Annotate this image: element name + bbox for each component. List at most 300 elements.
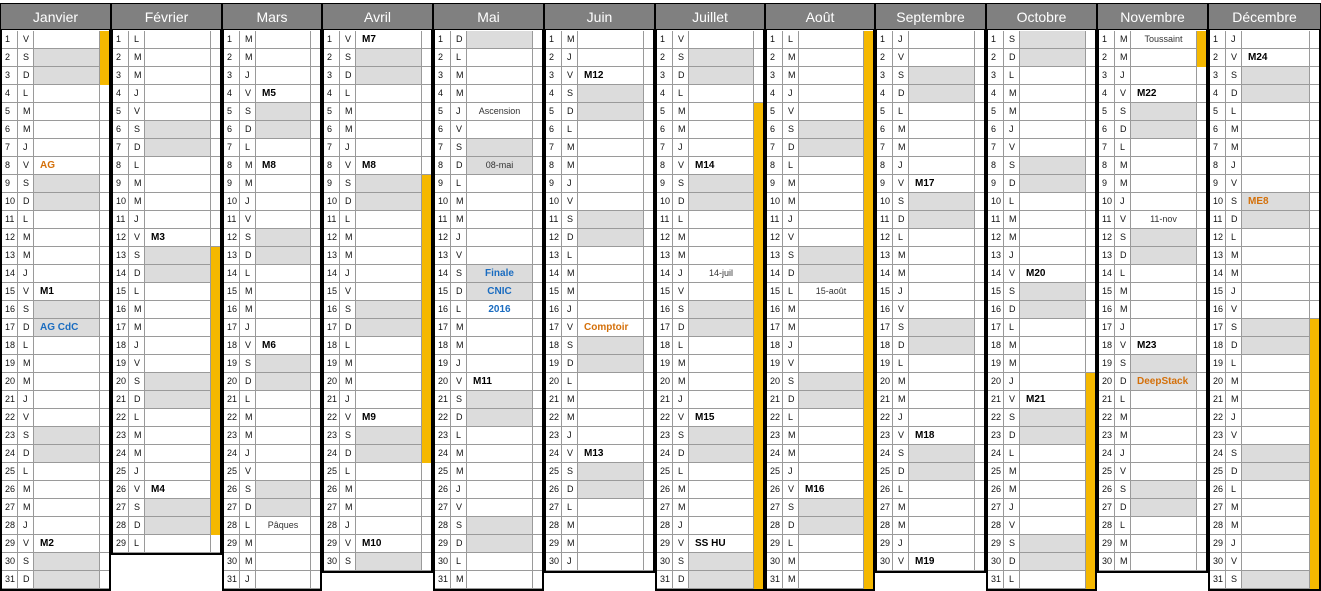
day-row[interactable] [544,373,654,391]
day-row[interactable] [111,247,221,265]
day-row[interactable] [111,535,221,553]
day-row[interactable] [875,103,985,121]
day-row[interactable] [875,463,985,481]
day-row[interactable] [544,427,654,445]
day-row[interactable] [433,391,543,409]
day-row[interactable] [1097,517,1207,535]
day-row[interactable] [0,553,110,571]
day-row[interactable] [111,319,221,337]
day-row[interactable] [0,103,110,121]
day-row[interactable] [875,211,985,229]
day-row[interactable] [0,211,110,229]
day-row[interactable] [765,103,874,121]
day-row[interactable] [111,283,221,301]
day-row[interactable] [1208,535,1320,553]
day-row[interactable] [1208,193,1320,211]
day-row[interactable] [111,463,221,481]
day-row[interactable] [111,427,221,445]
day-row[interactable] [765,85,874,103]
day-row[interactable] [875,247,985,265]
day-row[interactable] [875,391,985,409]
day-row[interactable] [222,103,321,121]
day-row[interactable] [1208,157,1320,175]
day-row[interactable] [655,355,764,373]
day-row[interactable] [222,463,321,481]
day-row[interactable] [875,121,985,139]
day-row[interactable] [222,229,321,247]
day-row[interactable] [111,373,221,391]
day-row[interactable] [433,337,543,355]
day-row[interactable] [0,139,110,157]
day-row[interactable] [1208,337,1320,355]
day-row[interactable] [875,283,985,301]
day-row[interactable] [0,193,110,211]
day-row[interactable] [875,553,985,571]
day-row[interactable] [1208,427,1320,445]
day-row[interactable] [765,247,874,265]
day-row[interactable] [111,121,221,139]
day-row[interactable] [322,301,432,319]
day-row[interactable] [1097,535,1207,553]
day-row[interactable] [111,49,221,67]
day-row[interactable] [1208,409,1320,427]
day-row[interactable] [0,247,110,265]
day-row[interactable] [322,49,432,67]
day-row[interactable] [322,67,432,85]
day-row[interactable] [0,391,110,409]
day-row[interactable] [1208,391,1320,409]
day-row[interactable] [322,535,432,553]
day-row[interactable] [544,157,654,175]
day-row[interactable] [0,49,110,67]
day-row[interactable] [544,319,654,337]
day-row[interactable] [222,139,321,157]
day-row[interactable] [1097,211,1207,229]
day-row[interactable] [1097,463,1207,481]
day-row[interactable] [1208,247,1320,265]
day-row[interactable] [875,193,985,211]
day-row[interactable] [1208,121,1320,139]
day-row[interactable] [222,67,321,85]
day-row[interactable] [1097,31,1207,49]
day-row[interactable] [986,517,1096,535]
day-row[interactable] [875,481,985,499]
day-row[interactable] [875,139,985,157]
day-row[interactable] [544,193,654,211]
day-row[interactable] [0,85,110,103]
day-row[interactable] [544,103,654,121]
day-row[interactable] [875,301,985,319]
day-row[interactable] [322,445,432,463]
day-row[interactable] [875,445,985,463]
day-row[interactable] [111,409,221,427]
day-row[interactable] [655,283,764,301]
day-row[interactable] [1097,553,1207,571]
day-row[interactable] [0,31,110,49]
day-row[interactable] [111,67,221,85]
day-row[interactable] [986,463,1096,481]
day-row[interactable] [765,157,874,175]
day-row[interactable] [1097,175,1207,193]
day-row[interactable] [0,283,110,301]
day-row[interactable] [1097,427,1207,445]
day-row[interactable] [655,67,764,85]
day-row[interactable] [222,265,321,283]
day-row[interactable] [765,265,874,283]
day-row[interactable] [433,247,543,265]
day-row[interactable] [322,355,432,373]
day-row[interactable] [1208,319,1320,337]
day-row[interactable] [765,139,874,157]
day-row[interactable] [986,373,1096,391]
day-row[interactable] [655,103,764,121]
day-row[interactable] [0,571,110,589]
day-row[interactable] [433,571,543,589]
day-row[interactable] [1208,175,1320,193]
day-row[interactable] [433,31,543,49]
day-row[interactable] [222,157,321,175]
day-row[interactable] [433,103,543,121]
day-row[interactable] [433,265,543,283]
day-row[interactable] [322,139,432,157]
day-row[interactable] [544,481,654,499]
day-row[interactable] [544,85,654,103]
day-row[interactable] [875,229,985,247]
day-row[interactable] [0,67,110,85]
day-row[interactable] [433,355,543,373]
day-row[interactable] [433,157,543,175]
day-row[interactable] [322,481,432,499]
day-row[interactable] [655,553,764,571]
day-row[interactable] [322,409,432,427]
day-row[interactable] [655,427,764,445]
day-row[interactable] [986,139,1096,157]
day-row[interactable] [322,463,432,481]
day-row[interactable] [765,535,874,553]
day-row[interactable] [765,301,874,319]
day-row[interactable] [1097,499,1207,517]
day-row[interactable] [765,319,874,337]
day-row[interactable] [544,535,654,553]
day-row[interactable] [765,373,874,391]
day-row[interactable] [655,571,764,589]
day-row[interactable] [875,355,985,373]
day-row[interactable] [1208,553,1320,571]
day-row[interactable] [111,265,221,283]
day-row[interactable] [1208,301,1320,319]
day-row[interactable] [875,535,985,553]
day-row[interactable] [765,283,874,301]
day-row[interactable] [1208,445,1320,463]
day-row[interactable] [433,121,543,139]
day-row[interactable] [986,283,1096,301]
day-row[interactable] [655,481,764,499]
day-row[interactable] [1097,157,1207,175]
day-row[interactable] [875,517,985,535]
day-row[interactable] [875,49,985,67]
day-row[interactable] [765,391,874,409]
day-row[interactable] [986,193,1096,211]
day-row[interactable] [111,139,221,157]
day-row[interactable] [544,463,654,481]
day-row[interactable] [1208,211,1320,229]
day-row[interactable] [1097,337,1207,355]
day-row[interactable] [986,535,1096,553]
day-row[interactable] [1097,67,1207,85]
day-row[interactable] [111,481,221,499]
day-row[interactable] [111,337,221,355]
day-row[interactable] [765,121,874,139]
day-row[interactable] [875,265,985,283]
day-row[interactable] [222,121,321,139]
day-row[interactable] [986,409,1096,427]
day-row[interactable] [433,409,543,427]
day-row[interactable] [1208,49,1320,67]
day-row[interactable] [544,355,654,373]
day-row[interactable] [111,211,221,229]
day-row[interactable] [765,481,874,499]
day-row[interactable] [322,85,432,103]
day-row[interactable] [111,175,221,193]
day-row[interactable] [322,211,432,229]
day-row[interactable] [322,391,432,409]
day-row[interactable] [655,121,764,139]
day-row[interactable] [322,193,432,211]
day-row[interactable] [433,481,543,499]
day-row[interactable] [544,247,654,265]
day-row[interactable] [1208,85,1320,103]
day-row[interactable] [433,463,543,481]
day-row[interactable] [1097,445,1207,463]
day-row[interactable] [986,355,1096,373]
day-row[interactable] [322,103,432,121]
day-row[interactable] [655,373,764,391]
day-row[interactable] [433,211,543,229]
day-row[interactable] [1097,283,1207,301]
day-row[interactable] [875,337,985,355]
day-row[interactable] [765,193,874,211]
day-row[interactable] [655,157,764,175]
day-row[interactable] [322,517,432,535]
day-row[interactable] [986,265,1096,283]
day-row[interactable] [1097,85,1207,103]
day-row[interactable] [655,517,764,535]
day-row[interactable] [765,427,874,445]
day-row[interactable] [765,211,874,229]
day-row[interactable] [765,553,874,571]
day-row[interactable] [111,499,221,517]
day-row[interactable] [0,427,110,445]
day-row[interactable] [986,247,1096,265]
day-row[interactable] [544,121,654,139]
day-row[interactable] [986,121,1096,139]
day-row[interactable] [544,229,654,247]
day-row[interactable] [544,265,654,283]
day-row[interactable] [655,445,764,463]
day-row[interactable] [544,31,654,49]
day-row[interactable] [765,445,874,463]
day-row[interactable] [875,31,985,49]
day-row[interactable] [544,409,654,427]
day-row[interactable] [655,391,764,409]
day-row[interactable] [1208,31,1320,49]
day-row[interactable] [222,373,321,391]
day-row[interactable] [986,229,1096,247]
day-row[interactable] [765,517,874,535]
day-row[interactable] [322,229,432,247]
day-row[interactable] [0,265,110,283]
day-row[interactable] [875,175,985,193]
day-row[interactable] [322,553,432,571]
day-row[interactable] [986,445,1096,463]
day-row[interactable] [655,139,764,157]
day-row[interactable] [986,427,1096,445]
day-row[interactable] [544,391,654,409]
day-row[interactable] [0,157,110,175]
day-row[interactable] [986,103,1096,121]
day-row[interactable] [655,211,764,229]
day-row[interactable] [433,553,543,571]
day-row[interactable] [544,445,654,463]
day-row[interactable] [222,535,321,553]
day-row[interactable] [875,67,985,85]
day-row[interactable] [986,49,1096,67]
day-row[interactable] [111,157,221,175]
day-row[interactable] [111,391,221,409]
day-row[interactable] [0,175,110,193]
day-row[interactable] [0,319,110,337]
day-row[interactable] [1097,103,1207,121]
day-row[interactable] [222,49,321,67]
day-row[interactable] [222,193,321,211]
day-row[interactable] [655,229,764,247]
day-row[interactable] [765,463,874,481]
day-row[interactable] [433,193,543,211]
day-row[interactable] [655,319,764,337]
day-row[interactable] [433,67,543,85]
day-row[interactable] [1208,373,1320,391]
day-row[interactable] [765,337,874,355]
day-row[interactable] [765,229,874,247]
day-row[interactable] [111,103,221,121]
day-row[interactable] [322,175,432,193]
day-row[interactable] [222,175,321,193]
day-row[interactable] [986,157,1096,175]
day-row[interactable] [875,409,985,427]
day-row[interactable] [0,409,110,427]
day-row[interactable] [875,319,985,337]
day-row[interactable] [322,319,432,337]
day-row[interactable] [222,553,321,571]
day-row[interactable] [765,67,874,85]
day-row[interactable] [0,517,110,535]
day-row[interactable] [111,301,221,319]
day-row[interactable] [433,301,543,319]
day-row[interactable] [222,247,321,265]
day-row[interactable] [222,337,321,355]
day-row[interactable] [222,517,321,535]
day-row[interactable] [0,499,110,517]
day-row[interactable] [222,319,321,337]
day-row[interactable] [1097,481,1207,499]
day-row[interactable] [222,571,321,589]
day-row[interactable] [986,319,1096,337]
day-row[interactable] [655,49,764,67]
day-row[interactable] [433,427,543,445]
day-row[interactable] [655,301,764,319]
day-row[interactable] [111,517,221,535]
day-row[interactable] [433,517,543,535]
day-row[interactable] [1208,517,1320,535]
day-row[interactable] [986,211,1096,229]
day-row[interactable] [322,373,432,391]
day-row[interactable] [655,85,764,103]
day-row[interactable] [986,571,1096,589]
day-row[interactable] [1208,463,1320,481]
day-row[interactable] [986,31,1096,49]
day-row[interactable] [433,283,543,301]
day-row[interactable] [0,373,110,391]
day-row[interactable] [655,337,764,355]
day-row[interactable] [655,499,764,517]
day-row[interactable] [1208,67,1320,85]
day-row[interactable] [322,265,432,283]
day-row[interactable] [322,247,432,265]
day-row[interactable] [544,211,654,229]
day-row[interactable] [655,247,764,265]
day-row[interactable] [1097,49,1207,67]
day-row[interactable] [222,481,321,499]
day-row[interactable] [1208,139,1320,157]
day-row[interactable] [655,463,764,481]
day-row[interactable] [322,31,432,49]
day-row[interactable] [986,391,1096,409]
day-row[interactable] [222,499,321,517]
day-row[interactable] [765,49,874,67]
day-row[interactable] [544,337,654,355]
day-row[interactable] [111,355,221,373]
day-row[interactable] [222,283,321,301]
day-row[interactable] [433,445,543,463]
day-row[interactable] [875,157,985,175]
day-row[interactable] [544,139,654,157]
day-row[interactable] [0,301,110,319]
day-row[interactable] [655,535,764,553]
day-row[interactable] [1208,103,1320,121]
day-row[interactable] [986,175,1096,193]
day-row[interactable] [0,355,110,373]
day-row[interactable] [544,301,654,319]
day-row[interactable] [544,283,654,301]
day-row[interactable] [544,49,654,67]
day-row[interactable] [1097,319,1207,337]
day-row[interactable] [1208,355,1320,373]
day-row[interactable] [222,391,321,409]
day-row[interactable] [544,553,654,571]
day-row[interactable] [1097,373,1207,391]
day-row[interactable] [1097,265,1207,283]
day-row[interactable] [1208,265,1320,283]
day-row[interactable] [655,31,764,49]
day-row[interactable] [0,337,110,355]
day-row[interactable] [433,229,543,247]
day-row[interactable] [544,175,654,193]
day-row[interactable] [544,499,654,517]
day-row[interactable] [1097,193,1207,211]
day-row[interactable] [222,409,321,427]
day-row[interactable] [765,175,874,193]
day-row[interactable] [433,85,543,103]
